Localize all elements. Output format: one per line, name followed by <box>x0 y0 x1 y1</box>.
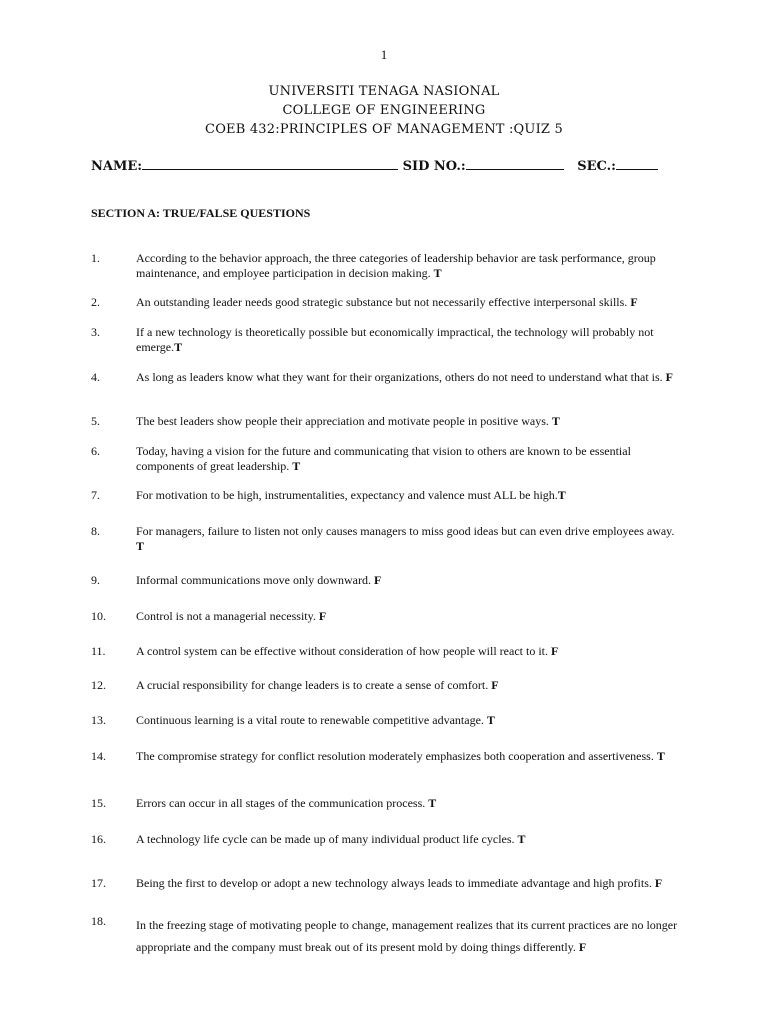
question-number: 13. <box>91 713 106 727</box>
question-number: 3. <box>91 325 100 339</box>
question-text: An outstanding leader needs good strategic substance but not necessarily effective interpersonal skills. F <box>136 295 638 309</box>
question-number: 2. <box>91 295 100 309</box>
question-answer: T <box>428 796 437 810</box>
question-answer: F <box>654 876 663 890</box>
section-field[interactable] <box>616 155 658 170</box>
university-name: UNIVERSITI TENAGA NASIONAL <box>268 84 500 99</box>
question-number: 5. <box>91 414 100 428</box>
question-text: Errors can occur in all stages of the communication process. T <box>136 796 437 810</box>
question-text: A crucial responsibility for change leaders is to create a sense of comfort. F <box>136 678 499 692</box>
sid-label: SID NO.: <box>402 159 466 174</box>
question-number: 1. <box>91 251 100 265</box>
college-name: COLLEGE OF ENGINEERING <box>282 103 486 118</box>
question-text: If a new technology is theoretically possible but economically impractical, the technology will probably not emerge.T <box>136 325 654 354</box>
question-text: A control system can be effective without consideration of how people will react to it. F <box>136 644 559 658</box>
question-number: 8. <box>91 524 100 538</box>
question-text: Being the first to develop or adopt a new technology always leads to immediate advantage and high profits. F <box>136 876 663 890</box>
name-field[interactable] <box>142 155 398 170</box>
question-answer: F <box>491 678 499 692</box>
question-text: For managers, failure to listen not only causes managers to miss good ideas but can even drive employees away. T <box>136 524 675 553</box>
question-number: 4. <box>91 370 100 384</box>
question-answer: T <box>486 713 495 727</box>
sid-field[interactable] <box>466 155 564 170</box>
question-number: 12. <box>91 678 106 692</box>
question-number: 11. <box>91 644 106 658</box>
question-number: 16. <box>91 832 106 846</box>
student-info-row <box>91 155 658 174</box>
question-text: Informal communications move only downward. F <box>136 573 382 587</box>
question-number: 10. <box>91 609 106 623</box>
question-text: The best leaders show people their appreciation and motivate people in positive ways. T <box>136 414 560 428</box>
question-number: 9. <box>91 573 100 587</box>
question-answer: T <box>433 266 442 280</box>
question-answer: T <box>292 459 301 473</box>
section-title: SECTION A: TRUE/FALSE QUESTIONS <box>91 206 311 220</box>
question-answer: F <box>578 940 587 954</box>
question-answer: F <box>373 573 382 587</box>
question-text: The compromise strategy for conflict resolution moderately emphasizes both cooperation and assertiveness. T <box>136 749 665 763</box>
question-answer: T <box>656 749 665 763</box>
question-text: In the freezing stage of motivating people to change, management realizes that its current practices are no longer appropriate and the company must break out of its present mold by doing things differently. F <box>136 918 678 954</box>
question-number: 17. <box>91 876 106 890</box>
question-answer: T <box>136 539 145 553</box>
question-answer: F <box>630 295 638 309</box>
question-text: A technology life cycle can be made up of many individual product life cycles. T <box>136 832 526 846</box>
question-text: Continuous learning is a vital route to renewable competitive advantage. T <box>136 713 495 727</box>
name-label: NAME: <box>91 159 143 174</box>
page-number: 1 <box>380 47 388 62</box>
question-text: According to the behavior approach, the three categories of leadership behavior are task performance, group maintenance, and employee participation in decision making. T <box>136 251 656 280</box>
document-header <box>0 82 768 139</box>
question-answer: T <box>557 488 566 502</box>
section-label: SEC.: <box>577 159 616 174</box>
question-answer: T <box>551 414 560 428</box>
course-title: COEB 432:PRINCIPLES OF MANAGEMENT :QUIZ 5 <box>205 122 563 137</box>
question-text: Control is not a managerial necessity. F <box>136 609 327 623</box>
question-number: 15. <box>91 796 106 810</box>
question-answer: F <box>665 370 674 384</box>
question-answer: T <box>174 340 183 354</box>
question-answer: F <box>318 609 327 623</box>
question-number: 6. <box>91 444 100 458</box>
question-text: For motivation to be high, instrumentalities, expectancy and valence must ALL be high.T <box>136 488 566 502</box>
question-number: 18. <box>91 914 106 928</box>
question-answer: T <box>517 832 526 846</box>
question-number: 14. <box>91 749 106 763</box>
question-text: As long as leaders know what they want for their organizations, others do not need to understand what that is. F <box>136 370 674 384</box>
question-answer: F <box>551 644 559 658</box>
question-text: Today, having a vision for the future and communicating that vision to others are known to be essential components of great leadership. T <box>136 444 631 473</box>
question-number: 7. <box>91 488 100 502</box>
